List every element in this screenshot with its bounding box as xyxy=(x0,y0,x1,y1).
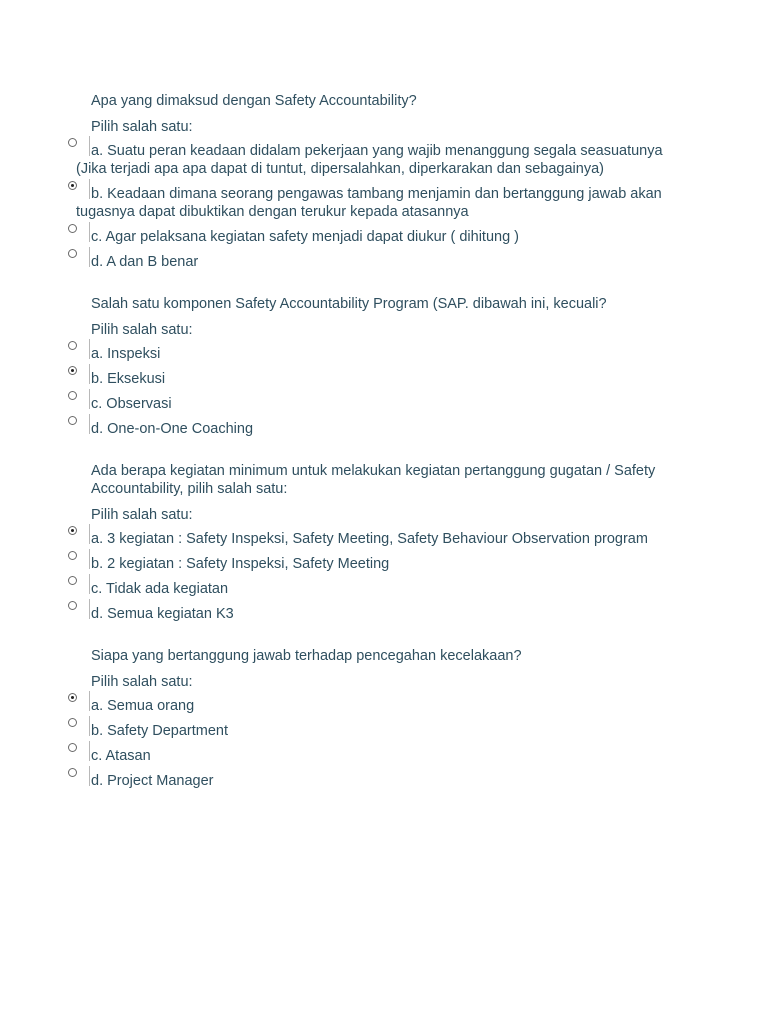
question-prompt: Pilih salah satu: xyxy=(91,674,193,690)
option-divider xyxy=(89,179,90,199)
radio-button-checked[interactable] xyxy=(68,366,77,375)
question-text: Salah satu komponen Safety Accountability Program (SAP. dibawah ini, kecuali? xyxy=(91,296,607,312)
option-label-line1: a. Suatu peran keadaan didalam pekerjaan yang wajib menanggung segala seasuatunya xyxy=(91,143,663,159)
option-divider xyxy=(89,222,90,242)
option-b[interactable] xyxy=(0,185,691,221)
option-divider xyxy=(89,389,90,409)
option-divider xyxy=(89,339,90,359)
radio-button[interactable] xyxy=(68,341,77,350)
option-divider xyxy=(89,599,90,619)
option-c[interactable] xyxy=(0,395,691,413)
option-divider xyxy=(89,574,90,594)
option-label: a. Semua orang xyxy=(91,698,195,714)
option-label: b. 2 kegiatan : Safety Inspeksi, Safety Meeting xyxy=(91,556,390,572)
question-4 xyxy=(0,647,768,790)
radio-button[interactable] xyxy=(68,551,77,560)
option-label: a. Inspeksi xyxy=(91,346,161,362)
option-a[interactable] xyxy=(0,345,691,363)
option-b[interactable] xyxy=(0,370,691,388)
option-divider xyxy=(89,136,90,156)
option-divider xyxy=(89,364,90,384)
quiz xyxy=(0,92,768,814)
option-c[interactable] xyxy=(0,747,691,765)
radio-button[interactable] xyxy=(68,718,77,727)
option-d[interactable] xyxy=(0,605,691,623)
radio-button-checked[interactable] xyxy=(68,526,77,535)
radio-button-checked[interactable] xyxy=(68,181,77,190)
option-divider xyxy=(89,549,90,569)
option-a[interactable] xyxy=(0,697,691,715)
option-label-line2: tugasnya dapat dibuktikan dengan terukur kepada atasannya xyxy=(76,204,469,220)
question-2 xyxy=(0,295,768,438)
option-label: c. Atasan xyxy=(91,748,151,764)
option-divider xyxy=(89,414,90,434)
radio-button[interactable] xyxy=(68,249,77,258)
radio-button[interactable] xyxy=(68,391,77,400)
option-label: c. Agar pelaksana kegiatan safety menjadi dapat diukur ( dihitung ) xyxy=(91,229,520,245)
radio-button-checked[interactable] xyxy=(68,693,77,702)
option-divider xyxy=(89,524,90,544)
radio-button[interactable] xyxy=(68,768,77,777)
option-label: c. Tidak ada kegiatan xyxy=(91,581,229,597)
option-label: d. A dan B benar xyxy=(91,254,199,270)
option-label-line2: (Jika terjadi apa apa dapat di tuntut, dipersalahkan, diperkarakan dan sebagainya) xyxy=(76,161,604,177)
radio-button[interactable] xyxy=(68,138,77,147)
option-label: b. Safety Department xyxy=(91,723,229,739)
option-a[interactable] xyxy=(0,530,691,548)
question-prompt: Pilih salah satu: xyxy=(91,507,193,523)
question-prompt: Pilih salah satu: xyxy=(91,322,193,338)
option-label: c. Observasi xyxy=(91,396,172,412)
radio-button[interactable] xyxy=(68,743,77,752)
option-label: d. Semua kegiatan K3 xyxy=(91,606,234,622)
option-label: d. One-on-One Coaching xyxy=(91,421,254,437)
radio-button[interactable] xyxy=(68,224,77,233)
radio-button[interactable] xyxy=(68,601,77,610)
question-text: Siapa yang bertanggung jawab terhadap pencegahan kecelakaan? xyxy=(91,648,522,664)
option-label xyxy=(76,142,691,178)
question-3 xyxy=(0,462,768,623)
option-divider xyxy=(89,716,90,736)
question-1 xyxy=(0,92,768,271)
option-b[interactable] xyxy=(0,722,691,740)
question-prompt: Pilih salah satu: xyxy=(91,119,193,135)
option-divider xyxy=(89,247,90,267)
option-label: a. 3 kegiatan : Safety Inspeksi, Safety Meeting, Safety Behaviour Observation program xyxy=(91,531,648,547)
option-b[interactable] xyxy=(0,555,691,573)
option-d[interactable] xyxy=(0,253,691,271)
option-a[interactable] xyxy=(0,142,691,178)
option-label-line1: b. Keadaan dimana seorang pengawas tambang menjamin dan bertanggung jawab akan xyxy=(91,186,662,202)
option-c[interactable] xyxy=(0,580,691,598)
option-label: b. Eksekusi xyxy=(91,371,166,387)
option-divider xyxy=(89,691,90,711)
question-text: Ada berapa kegiatan minimum untuk melakukan kegiatan pertanggung gugatan / Safety Accountability, pilih salah satu: xyxy=(91,463,656,497)
radio-button[interactable] xyxy=(68,416,77,425)
option-label: d. Project Manager xyxy=(91,773,214,789)
question-text: Apa yang dimaksud dengan Safety Accountability? xyxy=(91,93,417,109)
option-divider xyxy=(89,766,90,786)
option-label xyxy=(76,185,691,221)
option-c[interactable] xyxy=(0,228,691,246)
option-d[interactable] xyxy=(0,420,691,438)
option-d[interactable] xyxy=(0,772,691,790)
option-divider xyxy=(89,741,90,761)
radio-button[interactable] xyxy=(68,576,77,585)
